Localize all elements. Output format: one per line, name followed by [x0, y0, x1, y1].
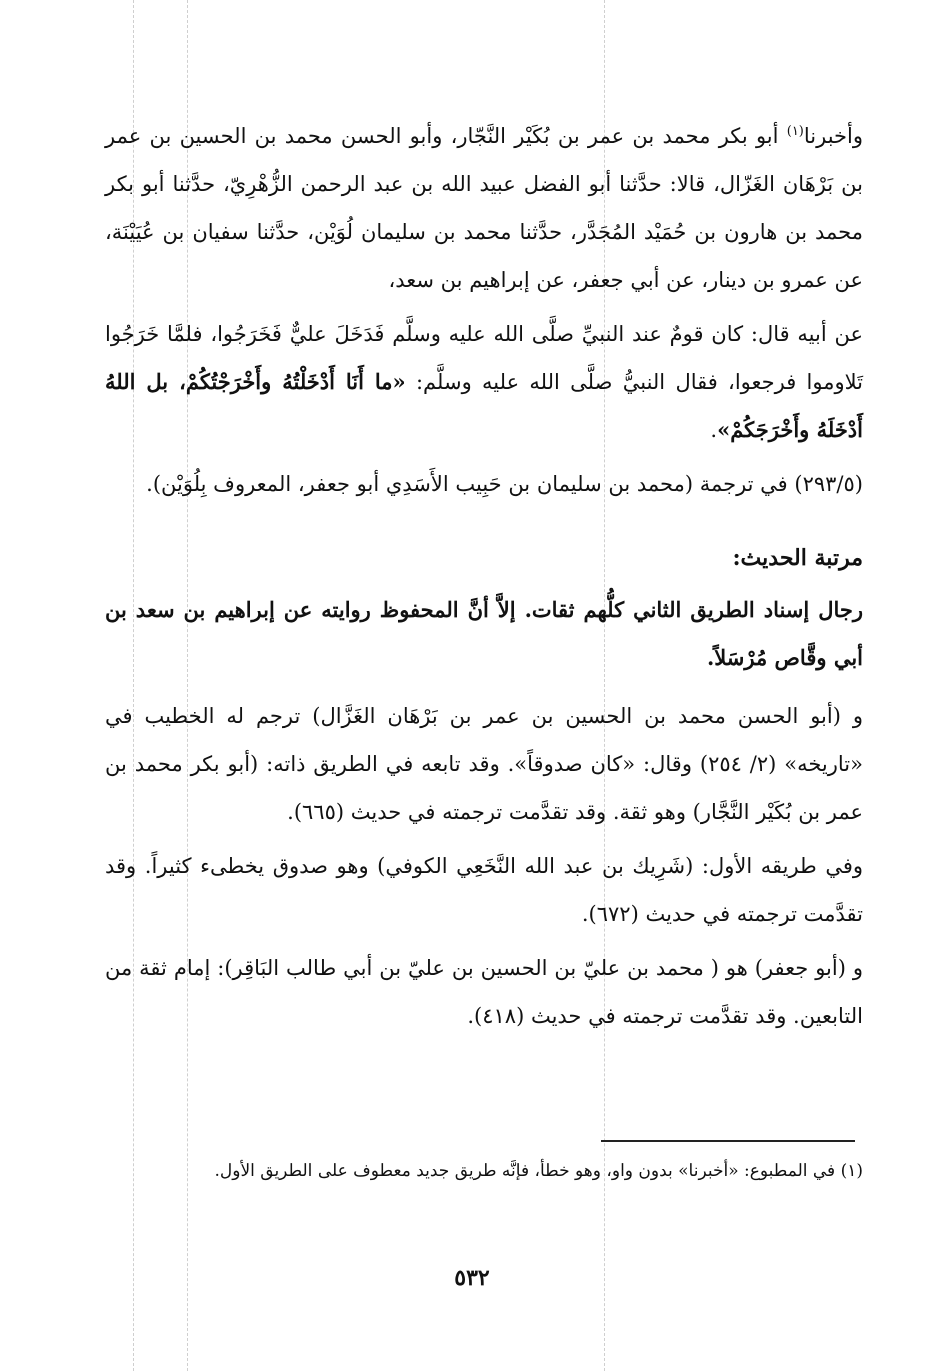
source-reference: (٢٩٣/٥) في ترجمة (محمد بن سليمان بن حَبِيب الأَسَدِي أبو جعفر، المعروف بِلُوَيْن). — [146, 472, 863, 496]
narrator-note: و (أبو الحسن محمد بن الحسين بن عمر بن بَرْهَان الغَزَّال) ترجم له الخطيب في «تاريخه» (٢/ ٢٥٤) وقال: «كان صدوقاً». وقد تابعه في الطريق ذاته: (أبو بكر محمد بن عمر بن بُكَيْر النَّجَّار) وهو ثقة. وقد تقدَّمت ترجمته في حديث (٦٦٥). — [105, 704, 864, 824]
footnote-marker: (١) — [786, 124, 804, 139]
hadith-matn-paragraph — [105, 310, 863, 454]
page-number: ٥٣٢ — [454, 1265, 490, 1291]
hadith-isnad-paragraph — [105, 112, 863, 304]
section-heading: مرتبة الحديث: — [732, 545, 863, 571]
page-body — [105, 112, 863, 1046]
prophetic-quote: «ما أَنَا أَدْخَلْتُهُ وأَخْرَجْتُكُمْ، بل اللهُ أَدْخَلَهُ وأَخْرَجَكُمْ» — [105, 369, 863, 442]
narrator-note: و (أبو جعفر) هو ( محمد بن عليّ بن الحسين بن عليّ بن أبي طالب البَاقِر): إمام ثقة من التابعين. وقد تقدَّمت ترجمته في حديث (٤١٨). — [105, 956, 864, 1028]
grading-verdict: رجال إسناد الطريق الثاني كلُّهم ثقات. إلاَّ أنَّ المحفوظ روايته عن إبراهيم بن سعد بن أبي وقَّاص مُرْسَلاً. — [105, 597, 863, 670]
footnote-divider — [601, 1140, 855, 1142]
isnad-lead: وأخبرنا — [803, 124, 863, 148]
matn-lead: عن أبيه قال: كان قومٌ عند النبيِّ صلَّى الله عليه وسلَّم فَدَخَلَ عليٌّ فَخَرَجُوا، فلمَّا خَرَجُوا تَلاوموا فرجعوا، فقال النبيُّ صلَّى الله عليه وسلَّم: — [105, 322, 864, 394]
footnote: (١) في المطبوع: «أخبرنا» بدون واو، وهو خطأ، فإنَّه طريق جديد معطوف على الطريق الأول. — [214, 1161, 863, 1181]
narrator-note: وفي طريقه الأول: (شَرِيك بن عبد الله النَّخَعِي الكوفي) وهو صدوق يخطىء كثيراً. وقد تقدَّمت ترجمته في حديث (٦٧٢). — [105, 854, 864, 926]
matn-tail: . — [710, 418, 718, 442]
isnad-text: أبو بكر محمد بن عمر بن بُكَيْر النَّجّار، وأبو الحسن محمد بن الحسين بن عمر بن بَرْهَان الغَزّال، قالا: حدَّثنا أبو الفضل عبيد الله بن عبد الرحمن الزُّهْرِيّ، حدَّثنا أبو بكر محمد بن هارون بن حُمَيْد المُجَدَّر، حدَّثنا محمد بن سليمان لُوَيْن، حدَّثنا سفيان بن عُيَيْنَة، عن عمرو بن دينار، عن أبي جعفر، عن إبراهيم بن سعد، — [105, 124, 863, 292]
